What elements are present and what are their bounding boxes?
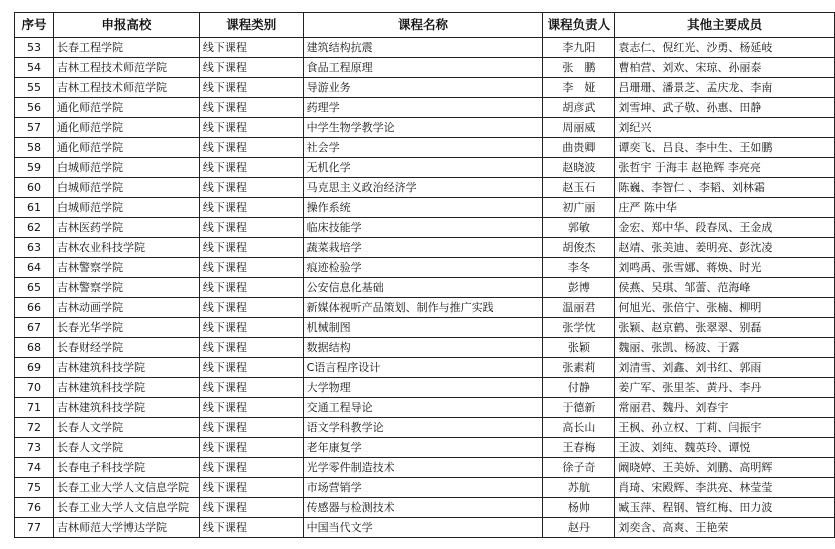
members-cell: 张哲宇 于海丰 赵艳辉 李亮亮 <box>615 158 835 178</box>
course-type-cell: 线下课程 <box>199 518 303 538</box>
course-type-cell: 线下课程 <box>199 398 303 418</box>
table-row <box>15 498 835 518</box>
school-cell: 白城师范学院 <box>53 158 199 178</box>
course-name-cell: 机械制图 <box>303 318 543 338</box>
course-name-cell: 新媒体视听产品策划、制作与推广实践 <box>303 298 543 318</box>
header-school: 申报高校 <box>53 13 199 38</box>
table-row <box>15 518 835 538</box>
row-number: 70 <box>15 378 54 398</box>
school-cell: 吉林医药学院 <box>53 218 199 238</box>
table-row <box>15 298 835 318</box>
members-cell: 何旭光、张倍宁、张楠、柳明 <box>615 298 835 318</box>
members-cell: 赵靖、张美迪、姜明亮、彭沈凌 <box>615 238 835 258</box>
course-lead-cell: 郭敏 <box>543 218 615 238</box>
course-type-cell: 线下课程 <box>199 278 303 298</box>
row-number: 69 <box>15 358 54 378</box>
course-lead-cell: 王春梅 <box>543 438 615 458</box>
school-cell: 长春工业大学人文信息学院 <box>53 478 199 498</box>
course-name-cell: 导游业务 <box>303 78 543 98</box>
members-cell: 侯燕、吴琪、邹蕾、范海峰 <box>615 278 835 298</box>
row-number: 76 <box>15 498 54 518</box>
table-row <box>15 478 835 498</box>
members-cell: 谭奕飞、吕良、李中生、王如鹏 <box>615 138 835 158</box>
course-lead-cell: 张 鹏 <box>543 58 615 78</box>
school-cell: 通化师范学院 <box>53 98 199 118</box>
course-name-cell: 大学物理 <box>303 378 543 398</box>
course-name-cell: 市场营销学 <box>303 478 543 498</box>
members-cell: 常丽君、魏丹、刘春宇 <box>615 398 835 418</box>
row-number: 67 <box>15 318 54 338</box>
course-name-cell: 建筑结构抗震 <box>303 38 543 58</box>
course-name-cell: 数据结构 <box>303 338 543 358</box>
school-cell: 吉林工程技术师范学院 <box>53 78 199 98</box>
row-number: 74 <box>15 458 54 478</box>
members-cell: 金宏、郑中华、段春凤、王金成 <box>615 218 835 238</box>
course-type-cell: 线下课程 <box>199 178 303 198</box>
header-type: 课程类别 <box>199 13 303 38</box>
school-cell: 白城师范学院 <box>53 178 199 198</box>
row-number: 58 <box>15 138 54 158</box>
course-lead-cell: 张学忱 <box>543 318 615 338</box>
course-lead-cell: 彭博 <box>543 278 615 298</box>
header-members: 其他主要成员 <box>615 13 835 38</box>
course-type-cell: 线下课程 <box>199 218 303 238</box>
row-number: 71 <box>15 398 54 418</box>
school-cell: 吉林师范大学博达学院 <box>53 518 199 538</box>
members-cell: 王枫、孙立权、丁莉、闫振宇 <box>615 418 835 438</box>
course-lead-cell: 温丽君 <box>543 298 615 318</box>
row-number: 73 <box>15 438 54 458</box>
course-type-cell: 线下课程 <box>199 78 303 98</box>
course-table <box>14 12 835 538</box>
row-number: 62 <box>15 218 54 238</box>
table-row <box>15 118 835 138</box>
course-lead-cell: 胡彦武 <box>543 98 615 118</box>
course-lead-cell: 赵玉石 <box>543 178 615 198</box>
table-row <box>15 138 835 158</box>
table-row <box>15 378 835 398</box>
table-row <box>15 38 835 58</box>
school-cell: 通化师范学院 <box>53 118 199 138</box>
course-type-cell: 线下课程 <box>199 358 303 378</box>
course-name-cell: 药理学 <box>303 98 543 118</box>
row-number: 77 <box>15 518 54 538</box>
members-cell: 姜广军、张里荃、黄丹、李丹 <box>615 378 835 398</box>
table-row <box>15 418 835 438</box>
school-cell: 长春工程学院 <box>53 38 199 58</box>
table-row <box>15 98 835 118</box>
course-lead-cell: 张颖 <box>543 338 615 358</box>
course-name-cell: 中国当代文学 <box>303 518 543 538</box>
course-lead-cell: 张素莉 <box>543 358 615 378</box>
school-cell: 吉林建筑科技学院 <box>53 378 199 398</box>
course-type-cell: 线下课程 <box>199 458 303 478</box>
row-number: 68 <box>15 338 54 358</box>
course-lead-cell: 胡俊杰 <box>543 238 615 258</box>
members-cell: 袁志仁、倪红光、沙勇、杨延岐 <box>615 38 835 58</box>
course-type-cell: 线下课程 <box>199 338 303 358</box>
course-lead-cell: 周丽威 <box>543 118 615 138</box>
school-cell: 长春财经学院 <box>53 338 199 358</box>
members-cell: 曹柏营、刘欢、宋琼、孙丽泰 <box>615 58 835 78</box>
table-row <box>15 218 835 238</box>
table-row <box>15 78 835 98</box>
row-number: 64 <box>15 258 54 278</box>
school-cell: 白城师范学院 <box>53 198 199 218</box>
course-lead-cell: 赵晓波 <box>543 158 615 178</box>
course-name-cell: 无机化学 <box>303 158 543 178</box>
row-number: 59 <box>15 158 54 178</box>
course-lead-cell: 赵丹 <box>543 518 615 538</box>
members-cell: 刘雪坤、武子敬、孙惠、田静 <box>615 98 835 118</box>
course-type-cell: 线下课程 <box>199 498 303 518</box>
course-type-cell: 线下课程 <box>199 98 303 118</box>
course-name-cell: 操作系统 <box>303 198 543 218</box>
table-row <box>15 238 835 258</box>
course-name-cell: 马克思主义政治经济学 <box>303 178 543 198</box>
course-type-cell: 线下课程 <box>199 418 303 438</box>
school-cell: 吉林建筑科技学院 <box>53 358 199 378</box>
table-row <box>15 158 835 178</box>
course-name-cell: 中学生物学教学论 <box>303 118 543 138</box>
course-type-cell: 线下课程 <box>199 38 303 58</box>
members-cell: 魏丽、张凯、杨波、于露 <box>615 338 835 358</box>
school-cell: 长春光华学院 <box>53 318 199 338</box>
school-cell: 吉林建筑科技学院 <box>53 398 199 418</box>
course-type-cell: 线下课程 <box>199 318 303 338</box>
course-lead-cell: 杨帅 <box>543 498 615 518</box>
table-row <box>15 458 835 478</box>
members-cell: 刘奕含、高爽、王艳荣 <box>615 518 835 538</box>
course-name-cell: 临床技能学 <box>303 218 543 238</box>
course-name-cell: 语文学科教学论 <box>303 418 543 438</box>
course-type-cell: 线下课程 <box>199 378 303 398</box>
members-cell: 陈巍、李智仁 、李韬、刘林霜 <box>615 178 835 198</box>
course-name-cell: 食品工程原理 <box>303 58 543 78</box>
course-name-cell: 传感器与检测技术 <box>303 498 543 518</box>
course-lead-cell: 付静 <box>543 378 615 398</box>
school-cell: 通化师范学院 <box>53 138 199 158</box>
course-name-cell: 蔬菜栽培学 <box>303 238 543 258</box>
school-cell: 长春电子科技学院 <box>53 458 199 478</box>
course-lead-cell: 李冬 <box>543 258 615 278</box>
members-cell: 刘纪兴 <box>615 118 835 138</box>
table-row <box>15 178 835 198</box>
course-lead-cell: 初广丽 <box>543 198 615 218</box>
row-number: 60 <box>15 178 54 198</box>
school-cell: 吉林工程技术师范学院 <box>53 58 199 78</box>
row-number: 75 <box>15 478 54 498</box>
school-cell: 吉林农业科技学院 <box>53 238 199 258</box>
course-type-cell: 线下课程 <box>199 58 303 78</box>
row-number: 53 <box>15 38 54 58</box>
school-cell: 长春工业大学人文信息学院 <box>53 498 199 518</box>
course-name-cell: 光学零件制造技术 <box>303 458 543 478</box>
members-cell: 王波、刘纯、魏英玲、谭悦 <box>615 438 835 458</box>
table-row <box>15 398 835 418</box>
course-name-cell: 公安信息化基础 <box>303 278 543 298</box>
row-number: 61 <box>15 198 54 218</box>
row-number: 54 <box>15 58 54 78</box>
school-cell: 长春人文学院 <box>53 418 199 438</box>
course-lead-cell: 于德新 <box>543 398 615 418</box>
course-lead-cell: 徐子奇 <box>543 458 615 478</box>
course-type-cell: 线下课程 <box>199 258 303 278</box>
course-lead-cell: 李 娅 <box>543 78 615 98</box>
table-row <box>15 358 835 378</box>
school-cell: 吉林警察学院 <box>53 258 199 278</box>
members-cell: 刘鸣禹、张雪娜、蒋焕、时光 <box>615 258 835 278</box>
course-name-cell: 痕迹检验学 <box>303 258 543 278</box>
table-header-row <box>15 13 835 38</box>
table-row <box>15 318 835 338</box>
school-cell: 吉林动画学院 <box>53 298 199 318</box>
course-lead-cell: 苏航 <box>543 478 615 498</box>
header-lead: 课程负责人 <box>543 13 615 38</box>
course-lead-cell: 李九阳 <box>543 38 615 58</box>
course-name-cell: C语言程序设计 <box>303 358 543 378</box>
row-number: 63 <box>15 238 54 258</box>
header-no: 序号 <box>15 13 54 38</box>
members-cell: 阚晓婷、王美娇、刘鹏、高明辉 <box>615 458 835 478</box>
members-cell: 庄严 陈中华 <box>615 198 835 218</box>
table-row <box>15 438 835 458</box>
course-type-cell: 线下课程 <box>199 478 303 498</box>
row-number: 65 <box>15 278 54 298</box>
table-row <box>15 278 835 298</box>
course-type-cell: 线下课程 <box>199 158 303 178</box>
course-name-cell: 交通工程导论 <box>303 398 543 418</box>
row-number: 55 <box>15 78 54 98</box>
course-lead-cell: 高长山 <box>543 418 615 438</box>
header-course: 课程名称 <box>303 13 543 38</box>
course-type-cell: 线下课程 <box>199 138 303 158</box>
course-type-cell: 线下课程 <box>199 238 303 258</box>
members-cell: 臧玉萍、程钢、管红梅、田力波 <box>615 498 835 518</box>
school-cell: 吉林警察学院 <box>53 278 199 298</box>
members-cell: 刘清雪、刘鑫、刘书红、郭雨 <box>615 358 835 378</box>
table-row <box>15 58 835 78</box>
members-cell: 张颖、赵京鹤、张翠翠、别磊 <box>615 318 835 338</box>
table-row <box>15 198 835 218</box>
course-lead-cell: 曲贵卿 <box>543 138 615 158</box>
row-number: 66 <box>15 298 54 318</box>
table-row <box>15 338 835 358</box>
row-number: 57 <box>15 118 54 138</box>
table-row <box>15 258 835 278</box>
school-cell: 长春人文学院 <box>53 438 199 458</box>
row-number: 56 <box>15 98 54 118</box>
course-name-cell: 老年康复学 <box>303 438 543 458</box>
row-number: 72 <box>15 418 54 438</box>
course-type-cell: 线下课程 <box>199 438 303 458</box>
course-type-cell: 线下课程 <box>199 118 303 138</box>
members-cell: 吕珊珊、潘景芝、孟庆龙、李南 <box>615 78 835 98</box>
course-type-cell: 线下课程 <box>199 198 303 218</box>
members-cell: 肖琦、宋殿辉、李洪亮、林莹莹 <box>615 478 835 498</box>
course-name-cell: 社会学 <box>303 138 543 158</box>
course-type-cell: 线下课程 <box>199 298 303 318</box>
